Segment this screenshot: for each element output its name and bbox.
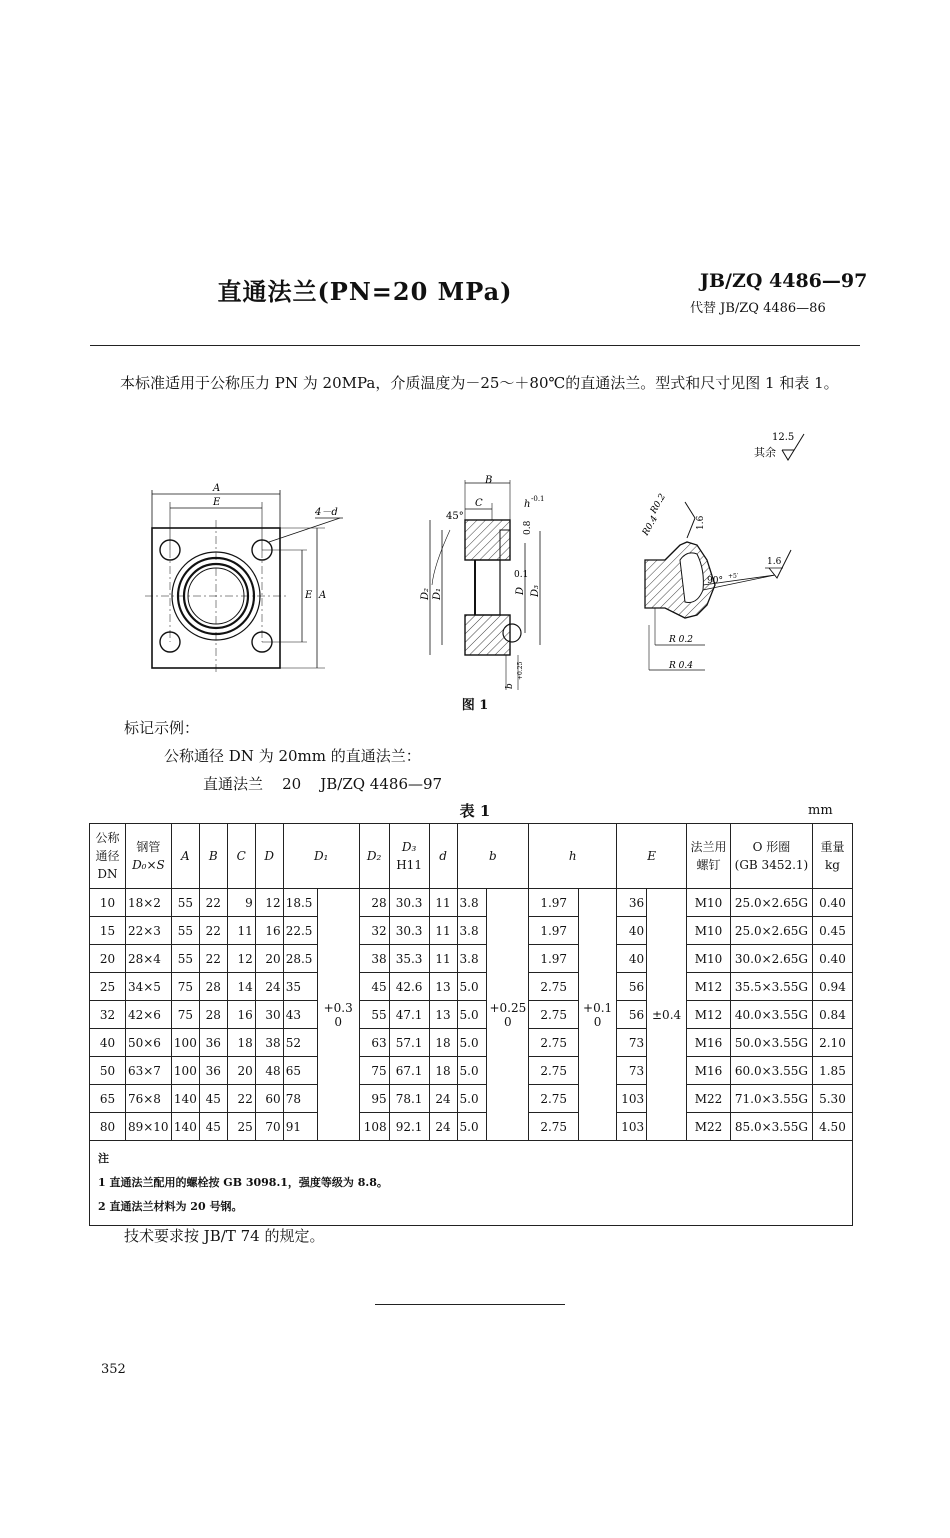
cell-D3: 35.3	[389, 945, 429, 973]
label-hole: 4－d	[315, 507, 338, 518]
cell-d: 24	[429, 1113, 457, 1141]
cell-h: 2.75	[529, 1057, 579, 1085]
cell-bolt: M10	[687, 945, 731, 973]
cell-D2: 75	[359, 1057, 389, 1085]
cell-oring: 25.0×2.65G	[730, 889, 812, 917]
standard-code: JB/ZQ 4486—97	[700, 270, 868, 292]
technical-requirement: 技术要求按 JB/T 74 的规定。	[124, 1227, 325, 1245]
cell-D1: 78	[283, 1085, 317, 1113]
cell-D2: 28	[359, 889, 389, 917]
cell-D: 38	[255, 1029, 283, 1057]
cell-weight: 1.85	[812, 1057, 852, 1085]
flange-section-view	[420, 475, 560, 695]
notes-label: 注	[98, 1152, 109, 1165]
page-number: 352	[101, 1362, 126, 1377]
cell-A: 55	[171, 945, 199, 973]
label-roughness-detail-a: 1.6	[696, 515, 706, 530]
cell-D2: 108	[359, 1113, 389, 1141]
cell-D: 20	[255, 945, 283, 973]
label-h: h	[524, 499, 531, 510]
cell-E: 36	[617, 889, 647, 917]
cell-h: 1.97	[529, 945, 579, 973]
header-pipe: 钢管 D₀×S	[125, 824, 171, 889]
cell-A: 140	[171, 1085, 199, 1113]
cell-oring: 71.0×3.55G	[730, 1085, 812, 1113]
roughness-main-value: 12.5	[772, 432, 795, 443]
table-row	[90, 945, 853, 973]
cell-oring: 50.0×3.55G	[730, 1029, 812, 1057]
cell-C: 12	[227, 945, 255, 973]
cell-weight: 4.50	[812, 1113, 852, 1141]
cell-oring: 85.0×3.55G	[730, 1113, 812, 1141]
cell-D1: 65	[283, 1057, 317, 1085]
cell-E: 103	[617, 1085, 647, 1113]
cell-b: 3.8	[457, 917, 487, 945]
label-angle90-tol: +5′	[728, 573, 739, 580]
table-row	[90, 889, 853, 917]
tolerance-b: +0.25 0	[487, 889, 529, 1141]
table-notes	[90, 1141, 853, 1226]
header-d: d	[429, 824, 457, 889]
cell-D2: 38	[359, 945, 389, 973]
cell-d: 18	[429, 1029, 457, 1057]
header-weight: 重量 kg	[812, 824, 852, 889]
cell-D3: 30.3	[389, 889, 429, 917]
header-b: b	[457, 824, 529, 889]
cell-weight: 2.10	[812, 1029, 852, 1057]
label-A-top: A	[213, 483, 221, 494]
cell-B: 28	[199, 1001, 227, 1029]
cell-b: 5.0	[457, 973, 487, 1001]
cell-B: 28	[199, 973, 227, 1001]
cell-A: 75	[171, 1001, 199, 1029]
header-D2: D₂	[359, 824, 389, 889]
label-roughness-detail-b: 1.6	[767, 557, 782, 567]
label-D1: D₁	[432, 587, 443, 600]
cell-h: 1.97	[529, 889, 579, 917]
cell-pipe: 76×8	[125, 1085, 171, 1113]
cell-weight: 0.45	[812, 917, 852, 945]
cell-D: 16	[255, 917, 283, 945]
header-oring: O 形圈 (GB 3452.1)	[730, 824, 812, 889]
cell-b: 3.8	[457, 889, 487, 917]
header-C: C	[227, 824, 255, 889]
cell-d: 13	[429, 1001, 457, 1029]
cell-oring: 60.0×3.55G	[730, 1057, 812, 1085]
header-bolt: 法兰用 螺钉	[687, 824, 731, 889]
cell-dn: 25	[90, 973, 126, 1001]
cell-h: 2.75	[529, 973, 579, 1001]
marking-example: 直通法兰 20 JB/ZQ 4486—97	[203, 775, 443, 793]
cell-b: 5.0	[457, 1001, 487, 1029]
cell-dn: 40	[90, 1029, 126, 1057]
cell-C: 18	[227, 1029, 255, 1057]
header-D1: D₁	[283, 824, 359, 889]
cell-bolt: M22	[687, 1113, 731, 1141]
cell-E: 40	[617, 917, 647, 945]
cell-D: 70	[255, 1113, 283, 1141]
cell-D2: 45	[359, 973, 389, 1001]
label-D2: D₂	[420, 587, 431, 600]
cell-D1: 43	[283, 1001, 317, 1029]
cell-B: 22	[199, 917, 227, 945]
standard-replaces: 代替 JB/ZQ 4486—86	[690, 301, 826, 316]
cell-dn: 32	[90, 1001, 126, 1029]
cell-B: 36	[199, 1029, 227, 1057]
table-row	[90, 1029, 853, 1057]
cell-D: 24	[255, 973, 283, 1001]
cell-D: 60	[255, 1085, 283, 1113]
cell-E: 56	[617, 1001, 647, 1029]
dimension-table	[89, 823, 853, 1226]
cell-A: 140	[171, 1113, 199, 1141]
cell-dn: 20	[90, 945, 126, 973]
page-title: 直通法兰(PN=20 MPa)	[217, 277, 513, 306]
table-row	[90, 1001, 853, 1029]
cell-pipe: 28×4	[125, 945, 171, 973]
cell-d: 11	[429, 889, 457, 917]
cell-B: 36	[199, 1057, 227, 1085]
table-row	[90, 1085, 853, 1113]
cell-weight: 0.40	[812, 945, 852, 973]
cell-pipe: 34×5	[125, 973, 171, 1001]
cell-D3: 57.1	[389, 1029, 429, 1057]
table-unit: mm	[808, 803, 833, 818]
cell-D1: 28.5	[283, 945, 317, 973]
cell-C: 20	[227, 1057, 255, 1085]
cell-D1: 18.5	[283, 889, 317, 917]
header-D: D	[255, 824, 283, 889]
cell-oring: 40.0×3.55G	[730, 1001, 812, 1029]
cell-A: 100	[171, 1029, 199, 1057]
cell-bolt: M22	[687, 1085, 731, 1113]
table-notes-row	[90, 1141, 853, 1226]
cell-dn: 80	[90, 1113, 126, 1141]
cell-h: 2.75	[529, 1001, 579, 1029]
marking-description: 公称通径 DN 为 20mm 的直通法兰：	[164, 747, 421, 765]
cell-bolt: M10	[687, 889, 731, 917]
label-b-tol: +0.25	[517, 661, 524, 680]
cell-pipe: 63×7	[125, 1057, 171, 1085]
cell-dn: 50	[90, 1057, 126, 1085]
cell-C: 16	[227, 1001, 255, 1029]
cell-D: 30	[255, 1001, 283, 1029]
label-08: 0.8	[523, 520, 533, 535]
cell-h: 1.97	[529, 917, 579, 945]
cell-C: 11	[227, 917, 255, 945]
intro-paragraph: 本标准适用于公称压力 PN 为 20MPa，介质温度为－25～＋80℃的直通法兰。型式和尺寸见图 1 和表 1。	[120, 374, 839, 392]
cell-C: 22	[227, 1085, 255, 1113]
cell-E: 73	[617, 1029, 647, 1057]
label-h-tol: -0.1	[531, 495, 545, 503]
cell-D3: 78.1	[389, 1085, 429, 1113]
cell-D1: 22.5	[283, 917, 317, 945]
cell-b: 5.0	[457, 1113, 487, 1141]
cell-h: 2.75	[529, 1113, 579, 1141]
cell-d: 11	[429, 945, 457, 973]
cell-A: 55	[171, 917, 199, 945]
cell-D3: 30.3	[389, 917, 429, 945]
cell-bolt: M12	[687, 973, 731, 1001]
cell-B: 45	[199, 1085, 227, 1113]
cell-C: 25	[227, 1113, 255, 1141]
table-row	[90, 917, 853, 945]
label-angle45: 45°	[446, 511, 464, 522]
cell-D2: 95	[359, 1085, 389, 1113]
cell-D: 12	[255, 889, 283, 917]
cell-pipe: 50×6	[125, 1029, 171, 1057]
tolerance-D1: +0.3 0	[317, 889, 359, 1141]
cell-C: 9	[227, 889, 255, 917]
cell-D1: 52	[283, 1029, 317, 1057]
cell-D2: 63	[359, 1029, 389, 1057]
marking-label: 标记示例：	[124, 719, 200, 737]
flange-detail-view	[625, 490, 810, 680]
cell-pipe: 42×6	[125, 1001, 171, 1029]
header-dn: 公称 通径 DN	[90, 824, 126, 889]
cell-b: 5.0	[457, 1029, 487, 1057]
label-01: 0.1	[514, 570, 529, 580]
cell-A: 55	[171, 889, 199, 917]
cell-weight: 5.30	[812, 1085, 852, 1113]
cell-h: 2.75	[529, 1085, 579, 1113]
label-B: B	[485, 475, 493, 486]
footer-divider	[375, 1304, 565, 1305]
cell-D2: 55	[359, 1001, 389, 1029]
cell-weight: 0.40	[812, 889, 852, 917]
cell-D2: 32	[359, 917, 389, 945]
label-R04-bottom: R 0.4	[669, 661, 693, 671]
header-D3: D₃ H11	[389, 824, 429, 889]
cell-D1: 35	[283, 973, 317, 1001]
roughness-main-label: 其余	[754, 446, 776, 459]
cell-dn: 15	[90, 917, 126, 945]
cell-pipe: 89×10	[125, 1113, 171, 1141]
cell-D3: 67.1	[389, 1057, 429, 1085]
figure-caption: 图 1	[461, 698, 489, 713]
cell-weight: 0.94	[812, 973, 852, 1001]
cell-b: 5.0	[457, 1085, 487, 1113]
cell-A: 75	[171, 973, 199, 1001]
cell-oring: 25.0×2.65G	[730, 917, 812, 945]
tolerance-h: +0.1 0	[579, 889, 617, 1141]
flange-front-view	[145, 480, 345, 680]
table-row	[90, 973, 853, 1001]
cell-d: 11	[429, 917, 457, 945]
label-D3: D₃	[530, 584, 541, 597]
tolerance-E: ±0.4	[647, 889, 687, 1141]
roughness-symbol-main	[750, 428, 810, 462]
label-A-side: A	[319, 590, 327, 601]
header-A: A	[171, 824, 199, 889]
cell-bolt: M16	[687, 1057, 731, 1085]
cell-E: 40	[617, 945, 647, 973]
cell-C: 14	[227, 973, 255, 1001]
cell-D3: 42.6	[389, 973, 429, 1001]
label-R04-top: R0.4	[640, 514, 661, 538]
label-R02-top: R0.2	[648, 492, 669, 516]
label-C: C	[475, 498, 483, 509]
cell-E: 103	[617, 1113, 647, 1141]
table-row	[90, 1057, 853, 1085]
note-item: 2 直通法兰材料为 20 号钢。	[98, 1200, 243, 1213]
cell-d: 13	[429, 973, 457, 1001]
cell-d: 18	[429, 1057, 457, 1085]
cell-dn: 10	[90, 889, 126, 917]
label-E-side: E	[305, 590, 313, 601]
cell-dn: 65	[90, 1085, 126, 1113]
cell-B: 22	[199, 889, 227, 917]
cell-b: 5.0	[457, 1057, 487, 1085]
header-E: E	[617, 824, 687, 889]
cell-D3: 92.1	[389, 1113, 429, 1141]
cell-bolt: M10	[687, 917, 731, 945]
header-h: h	[529, 824, 617, 889]
header-B: B	[199, 824, 227, 889]
cell-D3: 47.1	[389, 1001, 429, 1029]
cell-oring: 30.0×2.65G	[730, 945, 812, 973]
cell-pipe: 22×3	[125, 917, 171, 945]
label-D: D	[515, 586, 526, 595]
cell-d: 24	[429, 1085, 457, 1113]
label-E-top: E	[213, 497, 221, 508]
cell-D1: 91	[283, 1113, 317, 1141]
note-item: 1 直通法兰配用的螺栓按 GB 3098.1，强度等级为 8.8。	[98, 1176, 388, 1189]
cell-A: 100	[171, 1057, 199, 1085]
label-angle90: 90°	[707, 576, 723, 586]
cell-B: 45	[199, 1113, 227, 1141]
cell-pipe: 18×2	[125, 889, 171, 917]
label-b: b	[505, 683, 515, 689]
table-header-row	[90, 824, 853, 889]
cell-E: 56	[617, 973, 647, 1001]
cell-oring: 35.5×3.55G	[730, 973, 812, 1001]
cell-D: 48	[255, 1057, 283, 1085]
cell-weight: 0.84	[812, 1001, 852, 1029]
cell-bolt: M16	[687, 1029, 731, 1057]
cell-h: 2.75	[529, 1029, 579, 1057]
label-R02-bottom: R 0.2	[669, 635, 693, 645]
header-divider	[90, 345, 860, 346]
table-row	[90, 1113, 853, 1141]
cell-B: 22	[199, 945, 227, 973]
cell-bolt: M12	[687, 1001, 731, 1029]
cell-E: 73	[617, 1057, 647, 1085]
cell-b: 3.8	[457, 945, 487, 973]
table-caption: 表 1	[459, 802, 491, 820]
